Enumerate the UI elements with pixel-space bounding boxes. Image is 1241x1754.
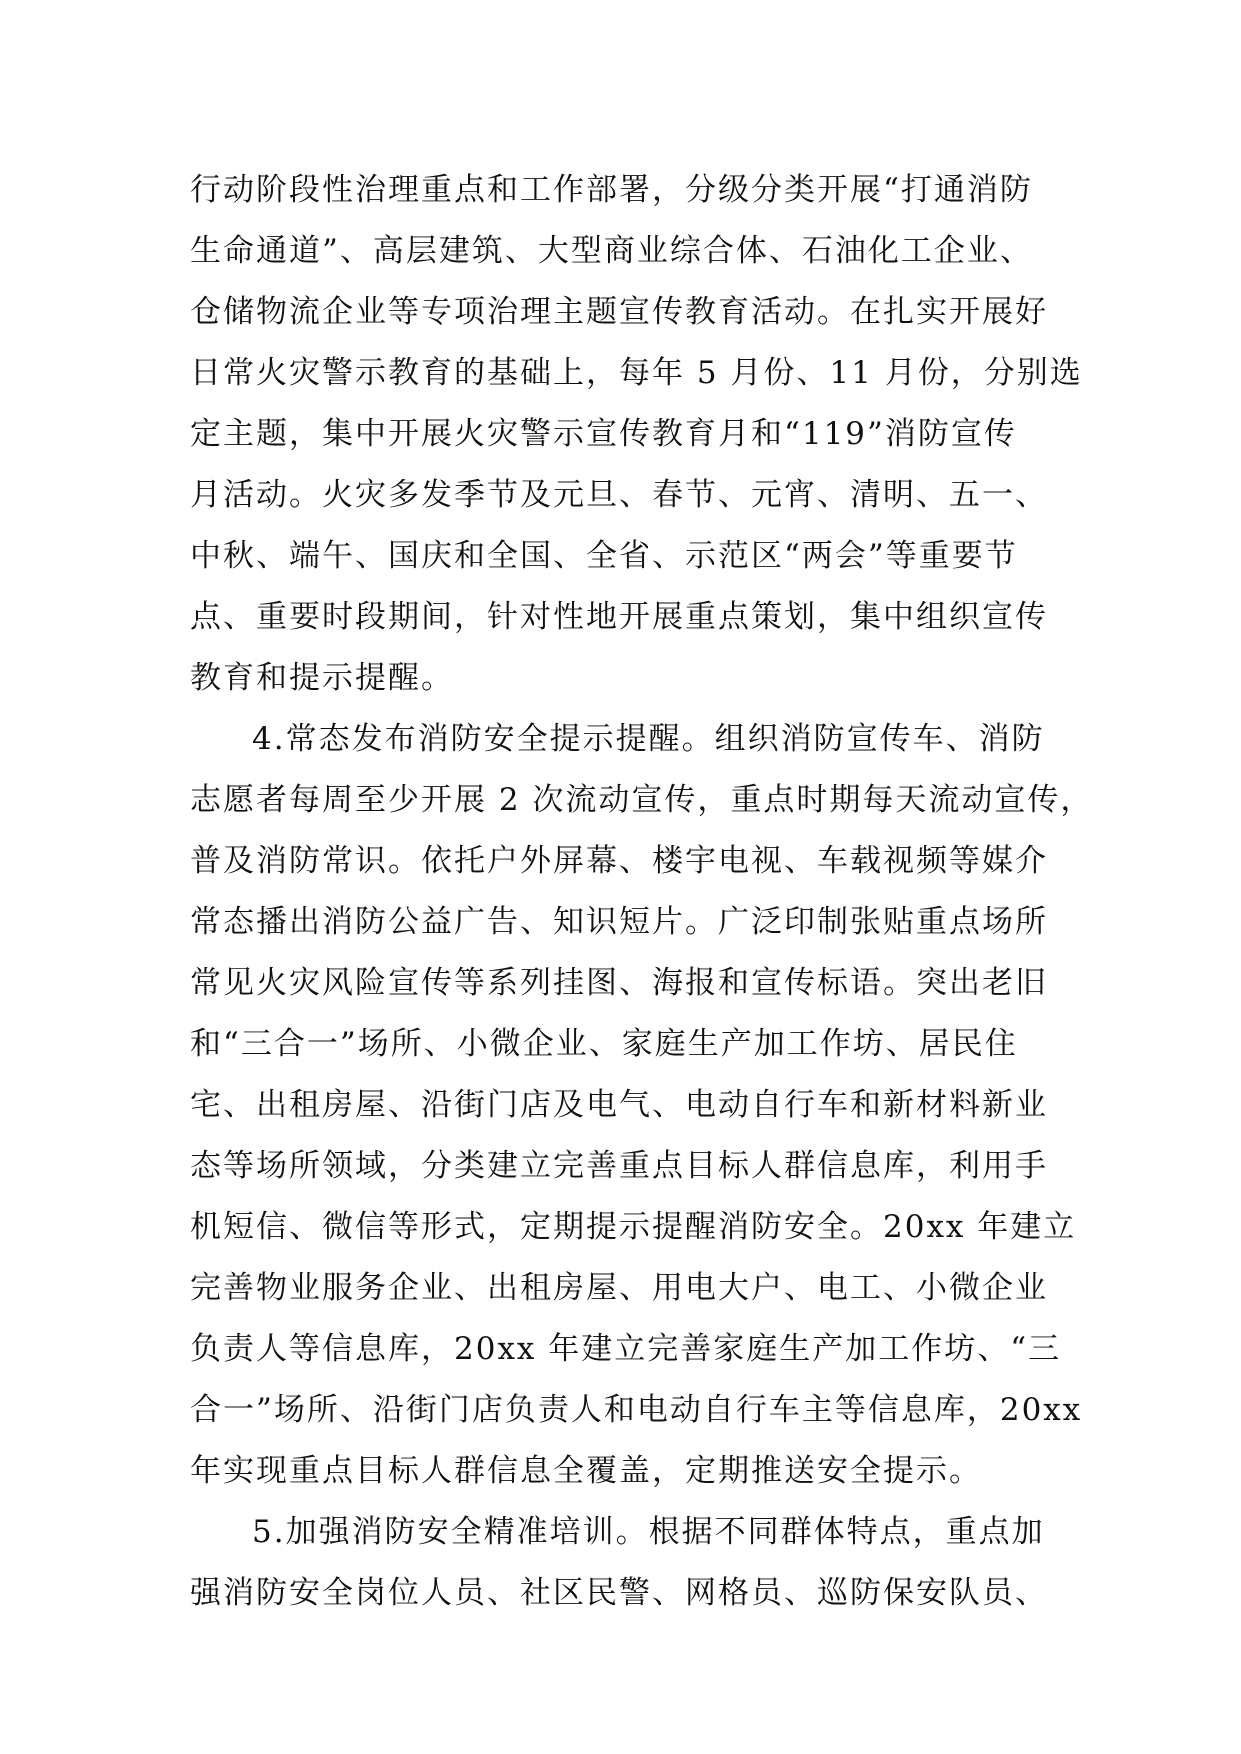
text-line: 仓储物流企业等专项治理主题宣传教育活动。在扎实开展好 — [190, 294, 1048, 330]
text-line: 完善物业服务企业、出租房屋、用电大户、电工、小微企业 — [190, 1270, 1048, 1306]
text-line: 日常火灾警示教育的基础上，每年 5 月份、11 月份，分别选 — [190, 355, 1083, 391]
text-line: 月活动。火灾多发季节及元旦、春节、元宵、清明、五一、 — [190, 477, 1048, 513]
text-line: 常见火灾风险宣传等系列挂图、海报和宣传标语。突出老旧 — [190, 965, 1048, 1001]
text-line: 生命通道”、高层建筑、大型商业综合体、石油化工企业、 — [190, 233, 1033, 269]
text-line: 态等场所领域，分类建立完善重点目标人群信息库，利用手 — [190, 1148, 1048, 1184]
text-line: 机短信、微信等形式，定期提示提醒消防安全。20xx 年建立 — [190, 1209, 1077, 1245]
text-line: 强消防安全岗位人员、社区民警、网格员、巡防保安队员、 — [190, 1575, 1048, 1611]
text-line: 教育和提示提醒。 — [190, 660, 454, 696]
text-line: 负责人等信息库，20xx 年建立完善家庭生产加工作坊、“三 — [190, 1331, 1062, 1367]
text-line: 常态播出消防公益广告、知识短片。广泛印制张贴重点场所 — [190, 904, 1048, 940]
text-line: 志愿者每周至少开展 2 次流动宣传，重点时期每天流动宣传， — [190, 782, 1094, 818]
text-line: 年实现重点目标人群信息全覆盖，定期推送安全提示。 — [190, 1453, 982, 1489]
text-line: 普及消防常识。依托户外屏幕、楼宇电视、车载视频等媒介 — [190, 843, 1048, 879]
text-line: 定主题，集中开展火灾警示宣传教育月和“119”消防宣传 — [190, 416, 1017, 452]
paragraph-start-5: 5.加强消防安全精准培训。根据不同群体特点，重点加 — [252, 1514, 1045, 1550]
body-text — [190, 160, 1094, 1624]
text-line: 中秋、端午、国庆和全国、全省、示范区“两会”等重要节 — [190, 538, 1018, 574]
text-line: 合一”场所、沿街门店负责人和电动自行车主等信息库，20xx — [190, 1392, 1083, 1428]
text-line: 宅、出租房屋、沿街门店及电气、电动自行车和新材料新业 — [190, 1087, 1048, 1123]
text-line: 和“三合一”场所、小微企业、家庭生产加工作坊、居民住 — [190, 1026, 1018, 1062]
text-line: 行动阶段性治理重点和工作部署，分级分类开展“打通消防 — [190, 172, 1033, 208]
text-line: 点、重要时段期间，针对性地开展重点策划，集中组织宣传 — [190, 599, 1048, 635]
paragraph-start-4: 4.常态发布消防安全提示提醒。组织消防宣传车、消防 — [252, 721, 1045, 757]
